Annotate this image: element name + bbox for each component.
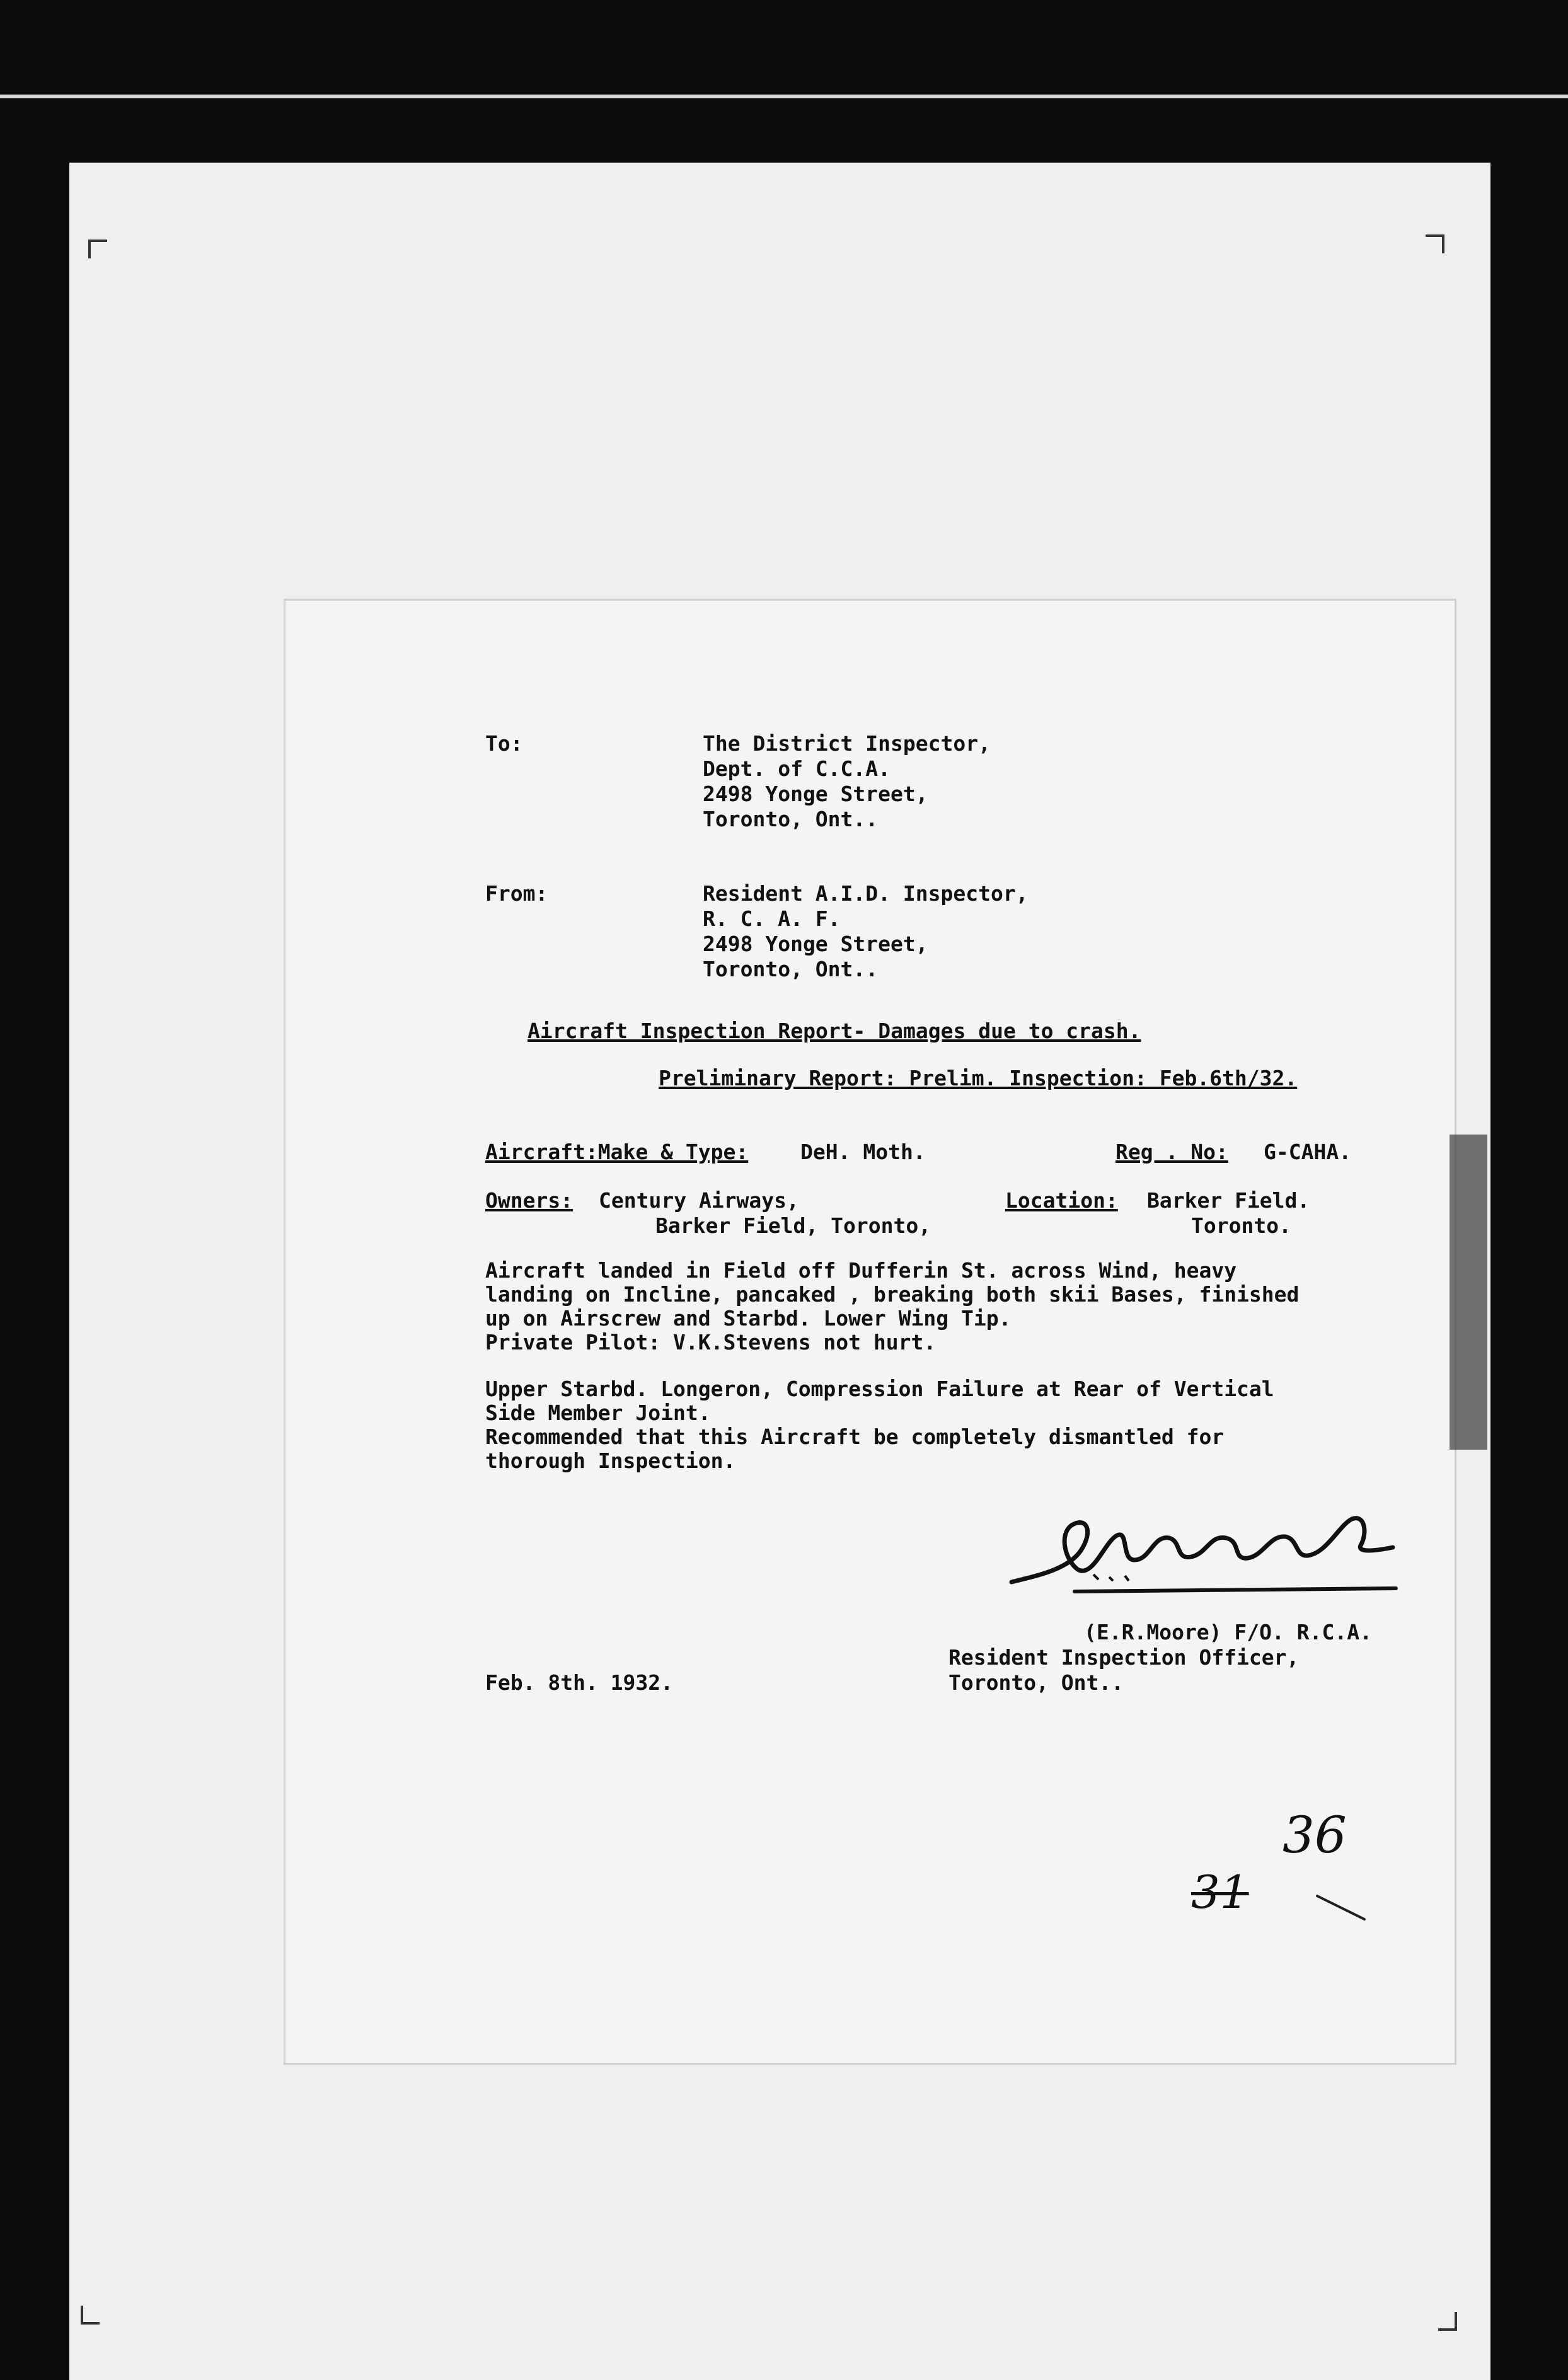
- folio-number: [1185, 1806, 1380, 1926]
- crop-mark-bottom-left: [81, 2306, 100, 2325]
- pen-stroke-mark: [1314, 1891, 1371, 1926]
- paragraph-1-line-4: Private Pilot: V.K.Stevens not hurt.: [485, 1330, 937, 1355]
- to-line-1: The District Inspector,: [703, 731, 991, 756]
- edge-smudge: [1450, 1135, 1487, 1450]
- handwritten-signature: [999, 1500, 1402, 1607]
- location-label: Location:: [1005, 1188, 1118, 1213]
- paragraph-1-line-3: up on Airscrew and Starbd. Lower Wing Tip.: [485, 1306, 1012, 1331]
- paragraph-2-line-4: thorough Inspection.: [485, 1448, 736, 1473]
- paragraph-1-line-2: landing on Incline, pancaked , breaking both skii Bases, finished: [485, 1282, 1300, 1307]
- signature-title-line: Resident Inspection Officer,: [948, 1645, 1300, 1670]
- owners-line-1: Century Airways,: [599, 1188, 799, 1213]
- report-title: Aircraft Inspection Report- Damages due to crash.: [527, 1019, 1141, 1043]
- owners-label: Owners:: [485, 1188, 574, 1213]
- to-line-2: Dept. of C.C.A.: [703, 756, 891, 781]
- signature-name-line: (E.R.Moore) F/O. R.C.A.: [1084, 1620, 1372, 1644]
- to-line-3: 2498 Yonge Street,: [703, 782, 928, 806]
- paragraph-1-line-1: Aircraft landed in Field off Dufferin St. across Wind, heavy: [485, 1258, 1237, 1283]
- from-line-1: Resident A.I.D. Inspector,: [703, 881, 1029, 906]
- folio-struck-number: 31: [1191, 1866, 1249, 1919]
- crop-mark-top-right: [1426, 234, 1444, 253]
- signature-city-line: Toronto, Ont..: [948, 1670, 1124, 1695]
- from-line-4: Toronto, Ont..: [703, 957, 879, 981]
- crop-mark-top-left: [88, 240, 107, 258]
- to-label: To:: [485, 731, 523, 756]
- owners-line-2: Barker Field, Toronto,: [655, 1213, 931, 1238]
- film-frame-rule: [0, 95, 1568, 98]
- registration-value: G-CAHA.: [1264, 1140, 1352, 1164]
- paragraph-2-line-1: Upper Starbd. Longeron, Compression Failure at Rear of Vertical: [485, 1377, 1274, 1401]
- report-subtitle: Preliminary Report: Prelim. Inspection: Feb.6th/32.: [659, 1066, 1298, 1090]
- document-date: Feb. 8th. 1932.: [485, 1670, 674, 1695]
- aircraft-make-value: DeH. Moth.: [800, 1140, 926, 1164]
- to-line-4: Toronto, Ont..: [703, 807, 879, 831]
- crop-mark-bottom-right: [1438, 2312, 1457, 2331]
- paragraph-2-line-2: Side Member Joint.: [485, 1401, 711, 1425]
- folio-current-number: 36: [1283, 1806, 1347, 1864]
- from-line-3: 2498 Yonge Street,: [703, 932, 928, 956]
- paragraph-2-line-3: Recommended that this Aircraft be completely dismantled for: [485, 1424, 1225, 1449]
- from-label: From:: [485, 881, 548, 906]
- aircraft-make-label: Aircraft:Make & Type:: [485, 1140, 749, 1164]
- registration-label: Reg . No:: [1115, 1140, 1228, 1164]
- location-line-2: Toronto.: [1191, 1213, 1291, 1238]
- location-line-1: Barker Field.: [1147, 1188, 1310, 1213]
- from-line-2: R. C. A. F.: [703, 906, 841, 931]
